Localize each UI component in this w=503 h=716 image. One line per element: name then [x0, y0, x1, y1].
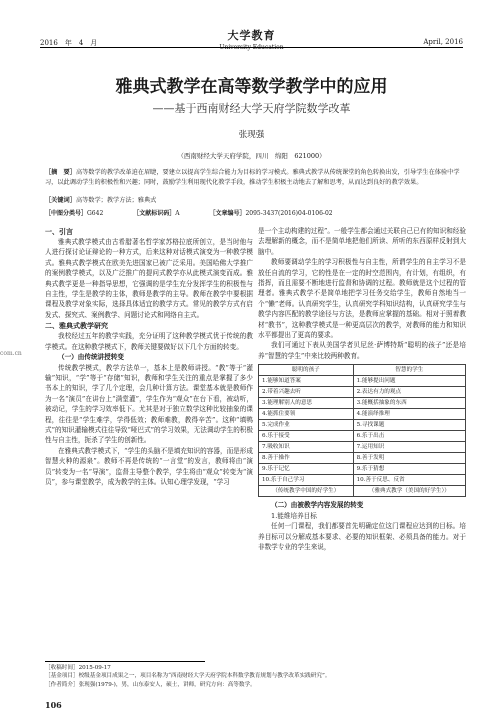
journal-english-name: University Education: [219, 44, 284, 51]
doc-code-field: [133, 210, 193, 217]
author-name: 张现强: [238, 130, 265, 140]
table-cell: 4.能抓住要领: [259, 409, 354, 420]
table-cell: 9.乐于记忆: [259, 464, 354, 475]
table-header-row: [259, 365, 466, 376]
author-affiliation: （西南财经大学天府学院，四川 绵阳 621000）: [177, 152, 326, 160]
table-header-left: 聪明的孩子: [259, 365, 354, 376]
paragraph: 教师要调动学生的学习积极性与自主性，所谓学生的自主学习不是放任自流的学习，它的性是在一定的时空范围内，有计划，有组织，有指挥，而且需要不断地进行监督和协调的过程。教师就是这个过程的管理者。雅典式教学不是简单地把学习任务交给学生，教师自然地当一个“懒”老师。认真研究学生，认真研究学科知识结构，认真研究学生与教学内容匹配的教学途径与方法，是教师应掌握的基础。相对于照着教材“教书”，这种教学模式是一种更高层次的教学，对教师的能力和知识水平都提出了更高的要求。: [258, 258, 466, 340]
footnote-author-bio: ［作者简介］张现强(1979-)，男，山东泰安人，硕士，讲师，研究方向：高等数学。: [45, 681, 256, 688]
journal-logo: 大学教育: [227, 29, 276, 42]
issue-date-english: April, 2016: [423, 38, 463, 46]
right-column: [258, 226, 466, 552]
table-row: [259, 475, 466, 486]
comparison-table: [258, 364, 466, 497]
footnote-received: ［收稿时间］2015-09-17: [45, 665, 111, 671]
article-title: 雅典式教学在高等数学教学中的应用: [115, 77, 388, 97]
field-label: ［文章编号］: [209, 210, 246, 217]
section-heading-research: 二、雅典式教学研究: [45, 321, 108, 331]
abstract-label: ［摘 要］: [45, 169, 76, 176]
keywords-label: ［关键词］: [45, 197, 76, 204]
field-label: ［文献标识码］: [133, 210, 176, 217]
table-cell: 4.能演绎推理: [353, 409, 465, 420]
table-cell: 5.寻找课题: [353, 420, 465, 431]
table-row: [259, 431, 466, 442]
table-cell: 8.善于操作: [259, 453, 354, 464]
keywords: [45, 196, 465, 206]
table-row: [259, 398, 466, 409]
table-cell: 2.表达有力的观点: [353, 387, 465, 398]
paragraph: 是一个主动构建的过程”。一般学生都会通过关联自己已有的知识和经验去理解新的概念，而不是简单地把他们所读、所听的东西原样反射到大脑中。: [258, 227, 466, 256]
table-row: [259, 420, 466, 431]
table-caption-left: （传统教学中国的好学生）: [259, 486, 354, 497]
table-cell: 1.能够知道答案: [259, 376, 354, 387]
page-number: 106: [45, 700, 62, 710]
article-number-field: [209, 210, 346, 217]
table-cell: 2.带着兴趣去听: [259, 387, 354, 398]
table-row: [259, 464, 466, 475]
footnotes: [45, 664, 465, 689]
field-value: G642: [87, 210, 104, 217]
abstract-text: 高等数学的教学改革迫在眉睫，要建立以提高学生综合能力为目标的学习模式。雅典式教学从传统课堂的角色转换出发，引导学生在体验中学习，以此调动学生的积极性和兴趣；同时，鼓励学生利用现代化教学手段，推动学生积极主动地去了解和思考，从而达到良好的教学效果。: [45, 169, 460, 186]
table-row: [259, 453, 466, 464]
paragraph: 雅典式教学模式由古希腊著名哲学家苏格拉底所创立，是当时他与人进行探讨论证辩论的一种方式，后来这种对话模式演变为一种教学模式。雅典式教学模式在欧美先进国家已被广泛采用。美国哈佛大学推广的案例教学模式，以及广泛推广的提问式教学亦从此模式演变而成。雅典式教学更是一种指导思想，它强调的是学生充分发挥学生的积极性与自主性，学生是教学的主体，教师是教学的主导。教师在教学中要根据课程及教学对象实际，选择具体适宜的教学方式。常见的教学方式有启发式、探究式、案例教学、问题讨论式和网络自主式。: [45, 238, 253, 319]
table-caption-right: （雅典式教学（美国的好学生））: [353, 486, 465, 497]
table-row: [259, 442, 466, 453]
keywords-text: 高等数学；教学方法；雅典式: [75, 197, 157, 204]
footnote-fund: ［基金项目］校级基金项目成果之一，项目名称为“西南财经大学天府学院本科数学教育规划与教学改革实践研究”。: [45, 673, 331, 680]
table-cell: 3.能理解别人的意思: [259, 398, 354, 409]
subsection-heading: （一）由传统讲授转变: [58, 353, 124, 362]
table-cell: 7.吸收知识: [259, 442, 354, 453]
header-rule: [40, 47, 463, 48]
table-cell: 1.能够提出问题: [353, 376, 465, 387]
field-value: 2095-3437(2016)04-0106-02: [245, 210, 333, 217]
field-value: A: [175, 210, 180, 217]
abstract: [45, 168, 465, 187]
table-cell: 6.乐于出击: [353, 431, 465, 442]
table-cell: 10.善于反思、反省: [353, 475, 465, 486]
sub-subsection-heading: 1.能维培养目标: [271, 511, 317, 520]
table-cell: 3.能概括抽象的东西: [353, 398, 465, 409]
paragraph: 传统教学模式，教学方法单一，基本上是教师讲授。“教”等于“灌输”知识，“学”等于“存储”知识，教师和学生关注的重点是掌握了多少书本上的知识，学了几个定理，会几种计算方法。课堂基本就是教师作为一名“演员”在讲台上“满堂灌”，学生作为“观众”在台下看，被动听，被动记，学生的学习效率低下。尤其是对于独立数学这种比较抽象的课程，往往是“学生难学，学得低效；教师难教，教得辛苦”。这种“填鸭式”的知识灌输模式往往导致“哑巴式”的学习效果，无法调动学生的积极性与自主性，扼杀了学生的创新性。: [45, 363, 253, 445]
paragraph: 我校经过五年的教学实践，充分证明了这种教学模式优于传统的教学模式。在这种教学模式下，教师关键要做好以下几个方面的转变。: [45, 332, 253, 351]
subsection-heading: （二）由被教学内容发展的转变: [271, 501, 364, 510]
section-heading-intro: 一、引言: [45, 227, 73, 236]
left-column: [45, 226, 253, 487]
table-cell: 6.乐于接受: [259, 431, 354, 442]
table-header-right: 智慧的学生: [353, 365, 465, 376]
table-cell: 7.运用知识: [353, 442, 465, 453]
clc-field: [45, 210, 117, 217]
edge-watermark-text: com.cn: [0, 350, 22, 357]
issue-date: 2016 年 4 月: [40, 39, 98, 47]
table-cell: 10.乐于自己学习: [259, 475, 354, 486]
footnote-rule: [45, 661, 205, 662]
paragraph: 任何一门课程，我们都要首先明确定位这门课程应达到的目标。培养目标可以分解成基本要求、必要的知识框架、必须具备的能力。对于非数学专业的学生来说，: [258, 522, 466, 551]
table-row: [259, 387, 466, 398]
paragraph: 在雅典式教学模式下，“学生的头脑不是填充知识的容器，而是形成智慧火种的源泉”。教师不再是传统的“一言堂”的发言，教师将由“演员”转变为一名“导演”，监督主导整个教学，学生将由“观众”转变为“演员”，参与课堂教学，成为教学的主体。认知心理学发现，“学习: [45, 446, 253, 487]
table-cell: 9.乐于猜想: [353, 464, 465, 475]
paragraph: 我们可通过下表从美国学者贝尼丝·萨博特斯“聪明的孩子”还是培养“智慧的学生”中来比较两种教育。: [258, 341, 466, 360]
table-caption-row: [259, 486, 466, 497]
table-row: [259, 376, 466, 387]
article-subtitle: ——基于西南财经大学天府学院数学改革: [152, 102, 351, 115]
table-cell: 8.善于发明: [353, 453, 465, 464]
classification-row: [45, 208, 361, 217]
field-label: ［中图分类号］: [45, 210, 88, 217]
table-row: [259, 409, 466, 420]
table-cell: 5.完成作业: [259, 420, 354, 431]
